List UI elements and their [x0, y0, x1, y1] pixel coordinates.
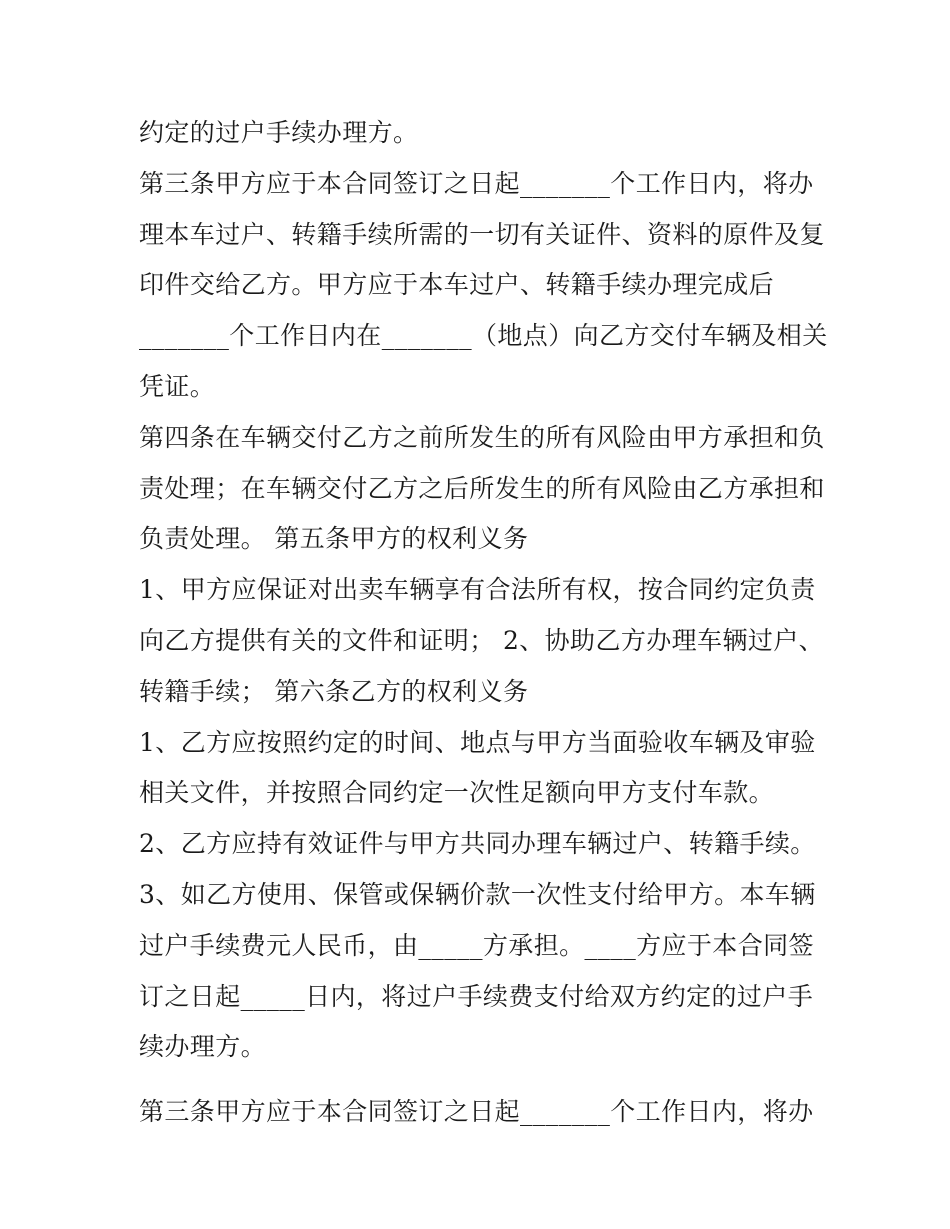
document-body	[139, 108, 828, 1138]
text-line: 理本车过户、转籍手续所需的一切有关证件、资料的原件及复	[139, 219, 825, 249]
text-line: 凭证。	[139, 371, 216, 401]
text-line: 负责处理。 第五条甲方的权利义务	[139, 524, 529, 554]
text-line: 转籍手续； 第六条乙方的权利义务	[139, 676, 529, 706]
text-line: 续办理方。	[139, 1032, 267, 1062]
text-line: 印件交给乙方。甲方应于本车过户、转籍手续办理完成后	[139, 270, 775, 300]
text-line: _______个工作日内在_______（地点）向乙方交付车辆及相关	[139, 321, 828, 351]
text-line: 第四条在车辆交付乙方之前所发生的所有风险由甲方承担和负	[139, 422, 825, 452]
text-line: 订之日起_____日内，将过户手续费支付给双方约定的过户手	[139, 981, 814, 1011]
text-line: 1、乙方应按照约定的时间、地点与甲方当面验收车辆及审验	[139, 727, 816, 757]
text-line: 2、乙方应持有效证件与甲方共同办理车辆过户、转籍手续。	[139, 829, 816, 859]
text-line: 3、如乙方使用、保管或保辆价款一次性支付给甲方。本车辆	[139, 879, 816, 909]
text-line: 约定的过户手续办理方。	[139, 118, 419, 147]
text-line: 第三条甲方应于本合同签订之日起_______个工作日内，将办	[139, 1097, 814, 1127]
text-line: 责处理；在车辆交付乙方之后所发生的所有风险由乙方承担和	[139, 473, 825, 503]
paragraph-gap	[139, 1073, 819, 1087]
text-line: 1、甲方应保证对出卖车辆享有合法所有权，按合同约定负责	[139, 575, 816, 605]
text-line: 相关文件，并按照合同约定一次性足额向甲方支付车款。	[139, 778, 775, 808]
text-line: 第三条甲方应于本合同签订之日起_______个工作日内，将办	[139, 168, 814, 198]
text-line: 向乙方提供有关的文件和证明； 2、协助乙方办理车辆过户、	[139, 625, 825, 655]
text-line: 过户手续费元人民币，由_____方承担。____方应于本合同签	[139, 930, 814, 960]
